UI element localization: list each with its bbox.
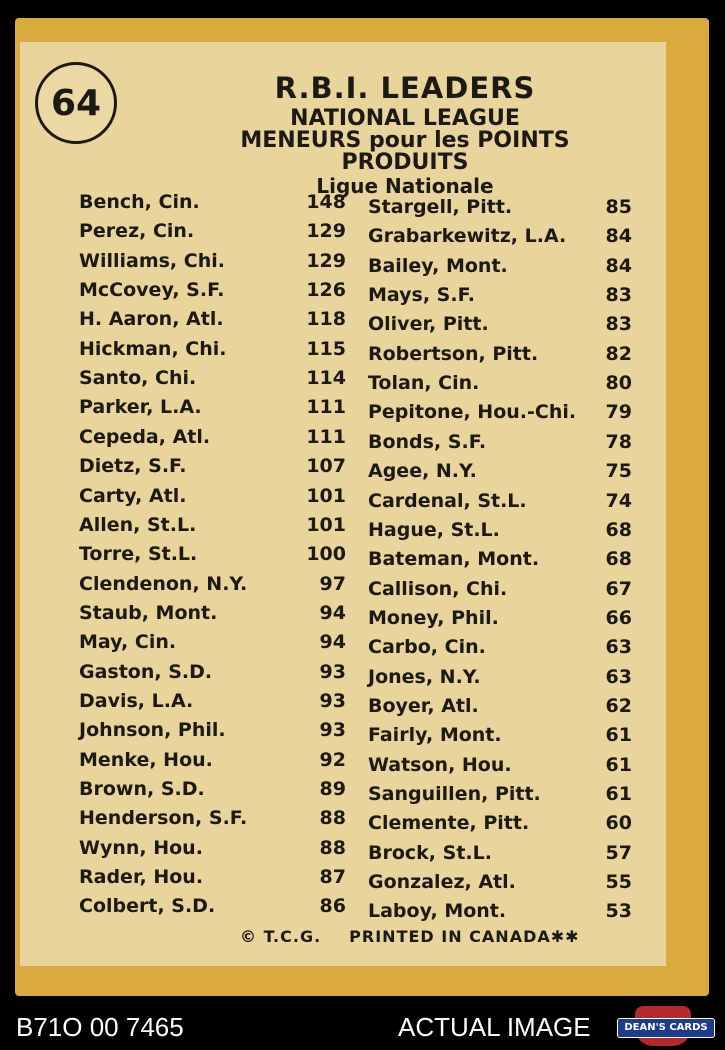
leader-rbi-left: 93 — [319, 719, 346, 741]
footer-copyright: © T.C.G. — [240, 927, 322, 946]
leader-rbi-right: 67 — [605, 578, 632, 600]
leader-name-left: Hickman, Chi. — [79, 338, 227, 360]
leader-name-left: Santo, Chi. — [79, 367, 197, 389]
leader-rbi-right: 74 — [605, 490, 632, 512]
leader-rbi-right: 61 — [605, 724, 632, 746]
card-subtitle-french-league: Ligue Nationale — [316, 174, 494, 198]
leader-rbi-right: 80 — [605, 372, 632, 394]
bottom-bar — [0, 1000, 725, 1050]
leader-name-left: Bench, Cin. — [79, 191, 200, 213]
leader-rbi-left: 115 — [306, 338, 346, 360]
leader-name-left: Dietz, S.F. — [79, 455, 187, 477]
leader-rbi-right: 68 — [605, 519, 632, 541]
leader-name-left: Parker, L.A. — [79, 396, 202, 418]
actual-image-label: ACTUAL IMAGE — [398, 1012, 591, 1042]
deans-cards-logo — [617, 1006, 713, 1046]
leader-name-left: Colbert, S.D. — [79, 895, 216, 917]
logo-ribbon: DEAN'S CARDS — [617, 1018, 715, 1038]
leader-name-left: Carty, Atl. — [79, 485, 187, 507]
leader-rbi-right: 53 — [605, 900, 632, 922]
leader-name-left: Rader, Hou. — [79, 866, 204, 888]
leader-name-right: Pepitone, Hou.-Chi. — [368, 401, 577, 423]
leader-name-left: Menke, Hou. — [79, 749, 213, 771]
card-title: R.B.I. LEADERS — [274, 71, 536, 105]
leader-name-left: Henderson, S.F. — [79, 807, 248, 829]
leader-rbi-left: 89 — [319, 778, 346, 800]
leader-name-right: Sanguillen, Pitt. — [368, 783, 541, 805]
leader-name-left: Perez, Cin. — [79, 220, 195, 242]
leader-rbi-left: 101 — [306, 514, 346, 536]
leader-name-left: Williams, Chi. — [79, 250, 225, 272]
leader-rbi-left: 111 — [306, 426, 346, 448]
leader-rbi-left: 100 — [306, 543, 346, 565]
leader-name-left: Allen, St.L. — [79, 514, 197, 536]
leader-name-right: Brock, St.L. — [368, 842, 492, 864]
card-subtitle-league: NATIONAL LEAGUE — [290, 106, 520, 131]
card-subtitle-french-2: PRODUITS — [341, 150, 469, 175]
leader-rbi-right: 61 — [605, 783, 632, 805]
leader-rbi-right: 83 — [605, 313, 632, 335]
leader-rbi-left: 118 — [306, 308, 346, 330]
card-number: 64 — [35, 62, 117, 144]
leader-rbi-left: 129 — [306, 250, 346, 272]
leader-rbi-right: 61 — [605, 754, 632, 776]
leader-name-right: Fairly, Mont. — [368, 724, 502, 746]
leader-name-right: Stargell, Pitt. — [368, 196, 513, 218]
leader-rbi-right: 57 — [605, 842, 632, 864]
leader-name-left: Gaston, S.D. — [79, 661, 213, 683]
leader-rbi-right: 84 — [605, 225, 632, 247]
leader-rbi-left: 87 — [319, 866, 346, 888]
leader-name-right: Watson, Hou. — [368, 754, 512, 776]
leader-rbi-left: 94 — [319, 631, 346, 653]
leader-rbi-left: 88 — [319, 837, 346, 859]
leader-rbi-left: 148 — [306, 191, 346, 213]
leader-rbi-right: 79 — [605, 401, 632, 423]
card-footer — [240, 927, 580, 946]
leader-name-left: Wynn, Hou. — [79, 837, 203, 859]
leader-rbi-right: 84 — [605, 255, 632, 277]
leader-rbi-left: 129 — [306, 220, 346, 242]
leader-rbi-right: 83 — [605, 284, 632, 306]
leader-name-left: Brown, S.D. — [79, 778, 205, 800]
leader-name-right: Oliver, Pitt. — [368, 313, 489, 335]
footer-printed: PRINTED IN CANADA✱✱ — [349, 927, 580, 946]
leader-name-left: Clendenon, N.Y. — [79, 573, 248, 595]
leader-rbi-left: 86 — [319, 895, 346, 917]
leader-rbi-right: 55 — [605, 871, 632, 893]
leader-name-right: Grabarkewitz, L.A. — [368, 225, 567, 247]
leader-name-left: Johnson, Phil. — [79, 719, 226, 741]
leader-rbi-left: 93 — [319, 690, 346, 712]
leader-rbi-right: 82 — [605, 343, 632, 365]
leader-name-right: Bailey, Mont. — [368, 255, 508, 277]
leader-name-right: Tolan, Cin. — [368, 372, 480, 394]
leader-rbi-left: 93 — [319, 661, 346, 683]
leader-rbi-left: 88 — [319, 807, 346, 829]
leader-name-right: Cardenal, St.L. — [368, 490, 527, 512]
leader-rbi-right: 63 — [605, 666, 632, 688]
leader-rbi-left: 126 — [306, 279, 346, 301]
leader-rbi-right: 62 — [605, 695, 632, 717]
leader-name-left: May, Cin. — [79, 631, 177, 653]
leader-name-right: Laboy, Mont. — [368, 900, 507, 922]
leader-name-left: Torre, St.L. — [79, 543, 198, 565]
leader-rbi-left: 107 — [306, 455, 346, 477]
leader-name-right: Mays, S.F. — [368, 284, 475, 306]
leader-name-right: Callison, Chi. — [368, 578, 508, 600]
card-subtitle-french-1: MENEURS pour les POINTS — [240, 128, 570, 153]
leader-name-left: McCovey, S.F. — [79, 279, 225, 301]
leader-name-right: Jones, N.Y. — [368, 666, 481, 688]
leader-rbi-right: 60 — [605, 812, 632, 834]
leader-rbi-left: 101 — [306, 485, 346, 507]
leader-rbi-right: 66 — [605, 607, 632, 629]
leader-name-right: Clemente, Pitt. — [368, 812, 530, 834]
leader-name-right: Hague, St.L. — [368, 519, 500, 541]
leader-name-right: Agee, N.Y. — [368, 460, 477, 482]
leader-name-left: Davis, L.A. — [79, 690, 194, 712]
leader-rbi-left: 97 — [319, 573, 346, 595]
leader-rbi-left: 111 — [306, 396, 346, 418]
leader-name-left: Staub, Mont. — [79, 602, 218, 624]
leader-name-left: Cepeda, Atl. — [79, 426, 211, 448]
cert-number: B71O 00 7465 — [16, 1012, 184, 1042]
leader-name-right: Gonzalez, Atl. — [368, 871, 516, 893]
leader-rbi-left: 114 — [306, 367, 346, 389]
leader-rbi-right: 78 — [605, 431, 632, 453]
leader-name-right: Money, Phil. — [368, 607, 499, 629]
leader-rbi-right: 85 — [605, 196, 632, 218]
leader-name-right: Robertson, Pitt. — [368, 343, 539, 365]
leader-name-right: Bateman, Mont. — [368, 548, 540, 570]
leader-rbi-left: 94 — [319, 602, 346, 624]
leader-rbi-left: 92 — [319, 749, 346, 771]
leader-name-left: H. Aaron, Atl. — [79, 308, 224, 330]
leader-rbi-right: 63 — [605, 636, 632, 658]
leader-name-right: Bonds, S.F. — [368, 431, 487, 453]
leader-rbi-right: 75 — [605, 460, 632, 482]
leader-rbi-right: 68 — [605, 548, 632, 570]
leader-name-right: Boyer, Atl. — [368, 695, 479, 717]
leader-name-right: Carbo, Cin. — [368, 636, 486, 658]
